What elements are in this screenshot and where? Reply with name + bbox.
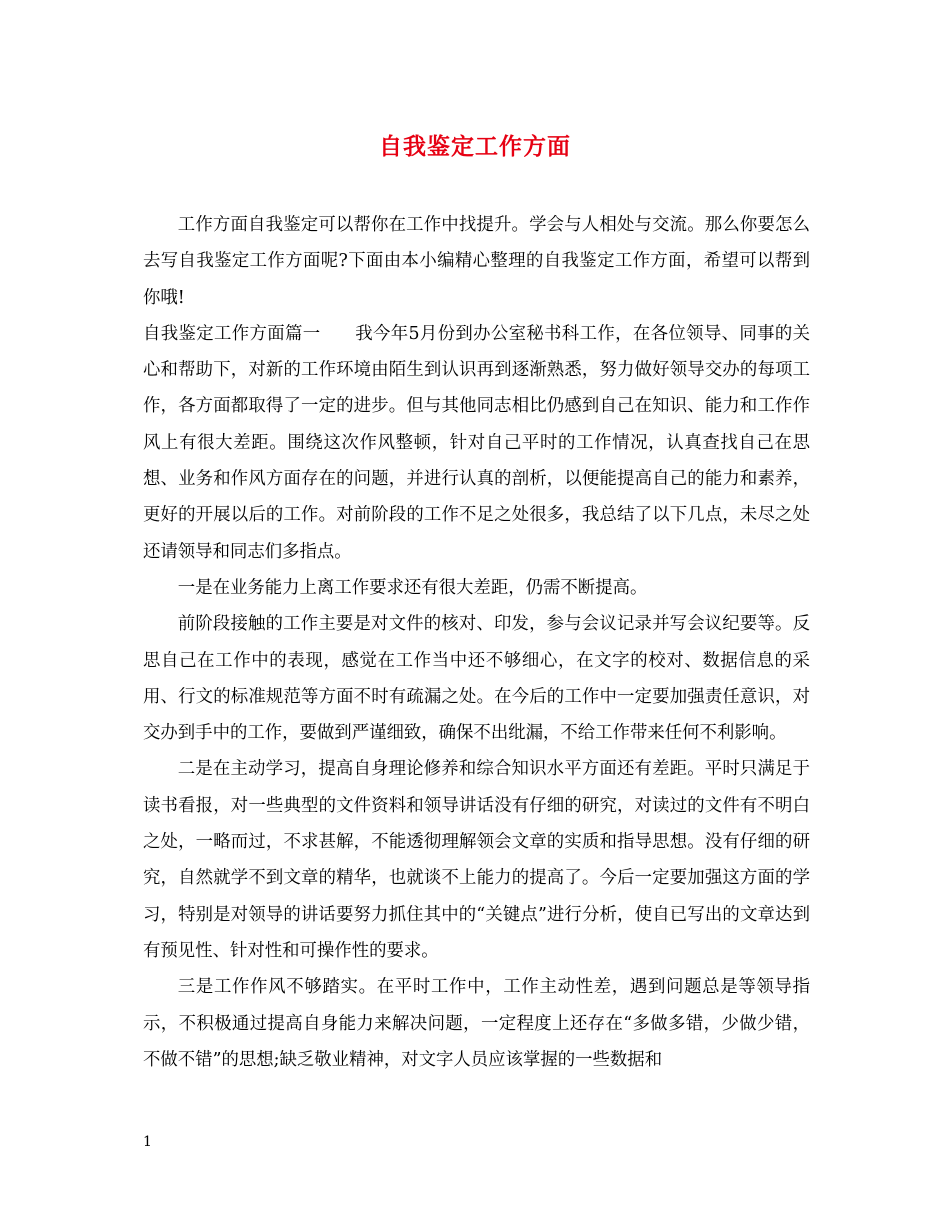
- document-body: [143, 207, 810, 1078]
- section-paragraph: [143, 316, 810, 570]
- point-one-paragraph: 一是在业务能力上离工作要求还有很大差距，仍需不断提高。: [177, 577, 648, 598]
- point-two-paragraph: 二是在主动学习，提高自身理论修养和综合知识水平方面还有差距。平时只满足于读书看报，对一些典型的文件资料和领导讲话没有仔细的研究，对读过的文件有不明白之处，一略而过，不求甚解，不能透彻理解领会文章的实质和指导思想。没有仔细的研究，自然就学不到文章的精华，也就谈不上能力的提高了。今后一定要加强这方面的学习，特别是对领导的讲话要努力抓住其中的“关键点”进行分析，使自已写出的文章达到有预见性、针对性和可操作性的要求。: [143, 759, 810, 961]
- document-title: 自我鉴定工作方面: [379, 133, 571, 160]
- section-text: 我今年5月份到办公室秘书科工作，在各位领导、同事的关心和帮助下，对新的工作环境由陌生到认识再到逐渐熟悉，努力做好领导交办的每项工作，各方面都取得了一定的进步。但与其他同志相比仍感到自己在知识、能力和工作作风上有很大差距。围绕这次作风整顿，针对自己平时的工作情况，认真查找自己在思想、业务和作风方面存在的问题，并进行认真的剖析，以便能提高自己的能力和素养，更好的开展以后的工作。对前阶段的工作不足之处很多，我总结了以下几点，未尽之处还请领导和同志们多指点。: [143, 323, 810, 562]
- page-number: 1: [143, 1134, 152, 1150]
- point-three-paragraph: 三是工作作风不够踏实。在平时工作中，工作主动性差，遇到问题总是等领导指示，不积极通过提高自身能力来解决问题，一定程度上还存在“多做多错，少做少错，不做不错”的思想;缺乏敬业精神，对文字人员应该掌握的一些数据和: [143, 977, 810, 1070]
- point-one-detail-paragraph: 前阶段接触的工作主要是对文件的核对、印发，参与会议记录并写会议纪要等。反思自己在工作中的表现，感觉在工作当中还不够细心，在文字的校对、数据信息的采用、行文的标准规范等方面不时有疏漏之处。在今后的工作中一定要加强责任意识，对交办到手中的工作，要做到严谨细致，确保不出纰漏，不给工作带来任何不利影响。: [143, 614, 810, 744]
- section-heading: 自我鉴定工作方面篇一: [143, 323, 321, 344]
- intro-paragraph: 工作方面自我鉴定可以帮你在工作中找提升。学会与人相处与交流。那么你要怎么去写自我鉴定工作方面呢?下面由本小编精心整理的自我鉴定工作方面，希望可以帮到你哦!: [143, 215, 810, 308]
